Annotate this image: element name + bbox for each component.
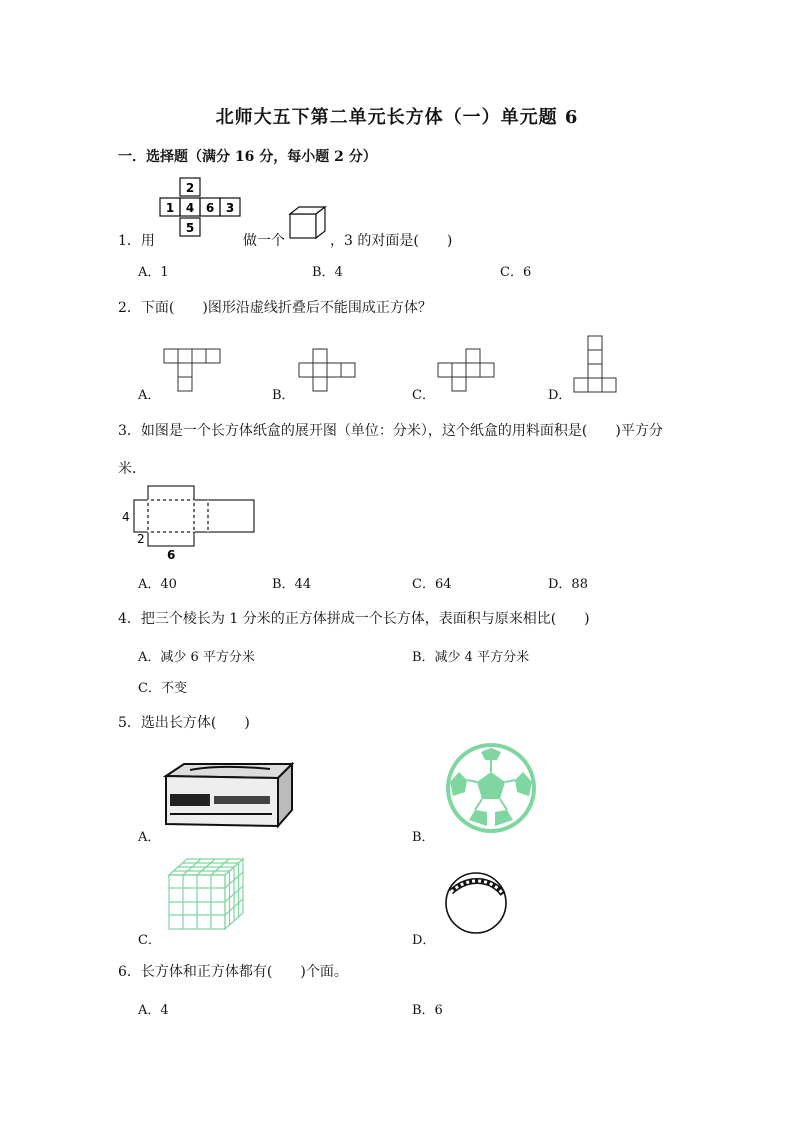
q2-option-c[interactable]: C． [412, 388, 435, 403]
q5-option-c[interactable]: C． [138, 933, 161, 948]
ball-image [443, 870, 509, 936]
tissue-box-image [160, 760, 295, 830]
q1-prefix: 1．用 [118, 233, 155, 249]
soccer-ball-image [445, 742, 537, 834]
q1-option-c[interactable]: C．6 [500, 265, 532, 280]
q2-net-b [298, 348, 356, 392]
q1-option-a[interactable]: A．1 [138, 265, 169, 280]
net-number-1: 1 [165, 201, 175, 215]
q6-text: 6．长方体和正方体都有( )个面。 [118, 964, 348, 980]
net-number-3: 3 [225, 201, 235, 215]
q5-option-b[interactable]: B． [412, 830, 435, 845]
q6-option-a[interactable]: A．4 [138, 1003, 169, 1018]
q4-option-c[interactable]: C．不变 [138, 681, 187, 696]
q4-option-a[interactable]: A．减少 6 平方分米 [138, 650, 255, 665]
page-title: 北师大五下第二单元长方体（一）单元题 6 [215, 107, 579, 128]
dim-label-6: 6 [167, 548, 176, 562]
q1-option-b[interactable]: B．4 [312, 265, 343, 280]
q1-suffix: ，3 的对面是( ) [330, 233, 453, 249]
q4-text: 4．把三个棱长为 1 分米的正方体拼成一个长方体，表面积与原来相比( ) [118, 611, 590, 627]
q3-option-c[interactable]: C．64 [412, 577, 452, 592]
dim-label-2: 2 [137, 532, 145, 546]
q2-net-d [573, 335, 617, 393]
q4-option-b[interactable]: B．减少 4 平方分米 [412, 650, 530, 665]
rubiks-cube-image [165, 855, 245, 931]
net-number-5: 5 [185, 221, 195, 235]
q1-middle: 做一个 [243, 233, 285, 249]
q5-option-a[interactable]: A． [138, 830, 161, 845]
q3-text-continued: 米． [118, 461, 146, 477]
q3-box-net-figure [118, 485, 260, 561]
section-heading: 一．选择题（满分 16 分，每小题 2 分） [118, 149, 377, 165]
q2-option-d[interactable]: D． [548, 388, 572, 403]
q1-cube-net-figure [160, 176, 242, 238]
q3-option-b[interactable]: B．44 [272, 577, 312, 592]
q2-net-a [163, 348, 223, 392]
q2-option-b[interactable]: B． [272, 388, 295, 403]
net-number-2: 2 [185, 181, 195, 195]
q3-option-d[interactable]: D．88 [548, 577, 588, 592]
q2-net-c [437, 348, 495, 392]
q2-option-a[interactable]: A． [138, 388, 161, 403]
q3-text: 3．如图是一个长方体纸盒的展开图（单位：分米），这个纸盒的用料面积是( )平方分 [118, 423, 663, 439]
q2-text: 2．下面( )图形沿虚线折叠后不能围成正方体？ [118, 300, 432, 316]
dim-label-4: 4 [122, 510, 130, 524]
q1-cube-figure [288, 205, 328, 239]
q5-option-d[interactable]: D． [412, 933, 436, 948]
q3-option-a[interactable]: A．40 [138, 577, 177, 592]
q6-option-b[interactable]: B．6 [412, 1003, 443, 1018]
q5-text: 5．选出长方体( ) [118, 715, 250, 731]
net-number-4: 4 [185, 201, 195, 215]
net-number-6: 6 [205, 201, 215, 215]
